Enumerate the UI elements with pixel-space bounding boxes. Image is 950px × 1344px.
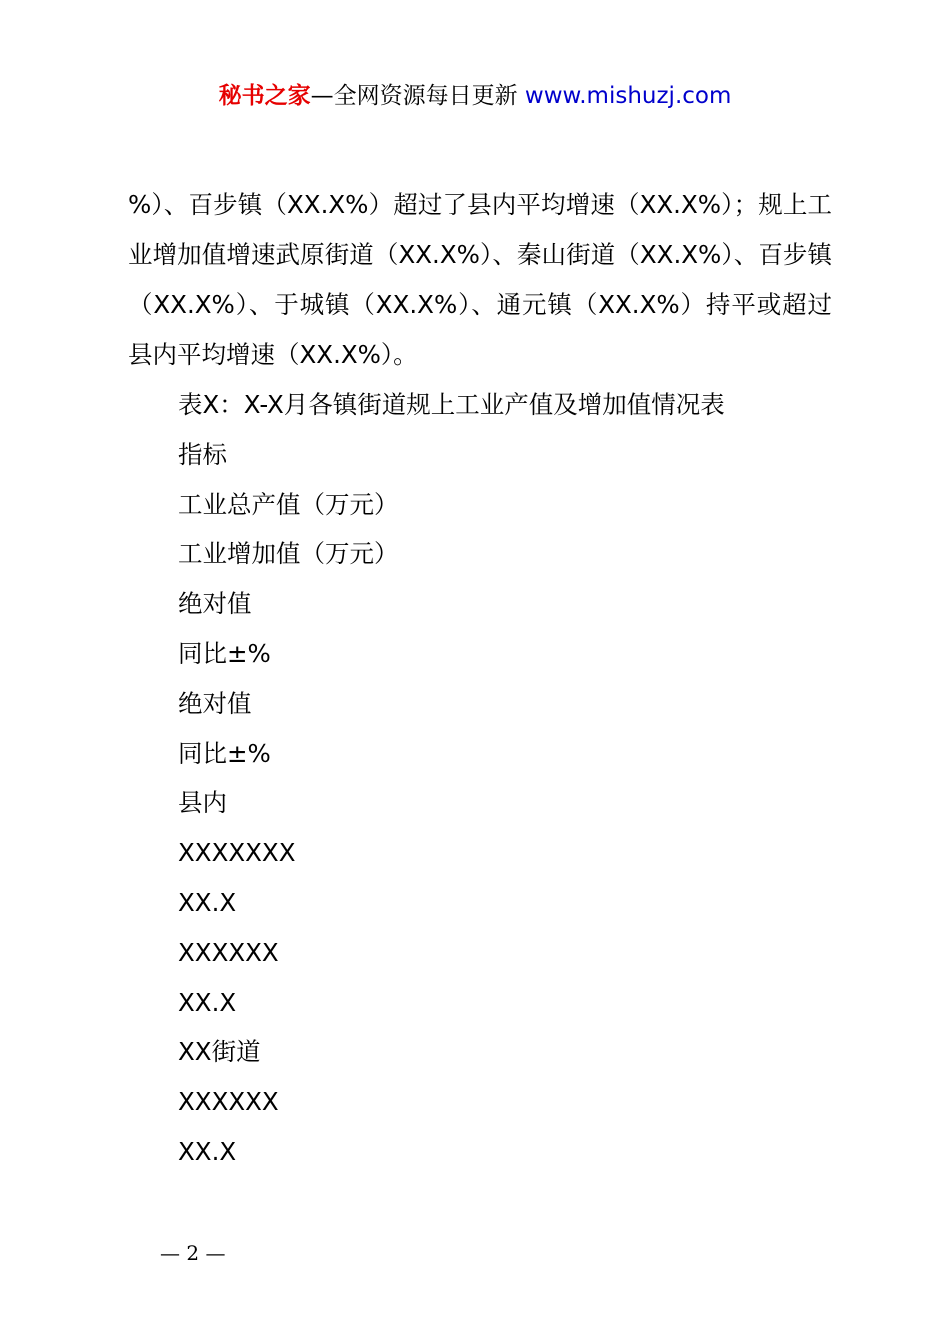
- text-line: 绝对值: [178, 688, 252, 718]
- page-number: — 2 —: [160, 1241, 226, 1265]
- text-line: 县内: [178, 788, 227, 818]
- text-line: XX.X: [178, 887, 237, 917]
- text-line: XXXXXX: [178, 1087, 279, 1117]
- text-line: XXXXXX: [178, 937, 279, 967]
- text-line: XX街道: [178, 1037, 261, 1067]
- text-line: 同比±%: [178, 638, 271, 668]
- table-content-lines: [178, 380, 725, 1177]
- page-header: [0, 78, 950, 114]
- text-line: 工业总产值（万元）: [178, 489, 399, 519]
- text-line: 指标: [178, 439, 227, 469]
- brand-name: 秘书之家: [218, 83, 311, 109]
- text-line: 绝对值: [178, 589, 252, 619]
- text-line: XXXXXXX: [178, 838, 296, 868]
- text-line: 同比±%: [178, 738, 271, 768]
- header-slogan: —全网资源每日更新: [310, 83, 518, 109]
- table-title: 表X：X-X月各镇街道规上工业产值及增加值情况表: [178, 390, 725, 419]
- site-url-link[interactable]: www.mishuzj.com: [524, 83, 732, 109]
- text-line: 工业增加值（万元）: [178, 539, 399, 569]
- body-paragraph: %）、百步镇（XX.X%）超过了县内平均增速（XX.X%）；规上工业增加值增速武原街道（XX.X%）、秦山街道（XX.X%）、百步镇（XX.X%）、于城镇（XX.X%）、通元镇（XX.X%）持平或超过县内平均增速（XX.X%）。: [128, 190, 832, 369]
- text-line: XX.X: [178, 987, 237, 1017]
- text-line: XX.X: [178, 1136, 237, 1166]
